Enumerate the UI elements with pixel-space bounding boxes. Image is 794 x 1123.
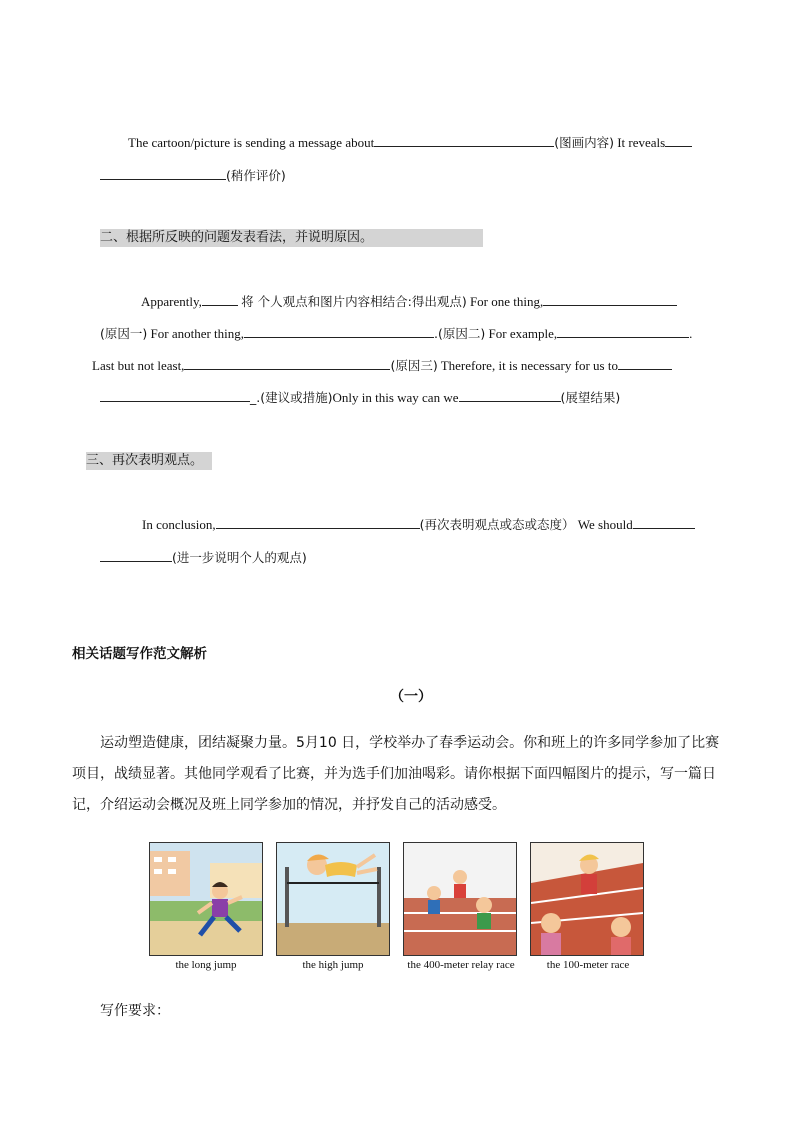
- intro-paragraph: [72, 728, 732, 821]
- sentence-text: We should: [577, 517, 633, 532]
- long-jump-illustration: [149, 842, 263, 956]
- sentence-text: The cartoon/picture is sending a message about: [128, 135, 375, 150]
- blank-field[interactable]: [557, 324, 689, 338]
- subtitle: （一）: [390, 689, 432, 705]
- blank-field[interactable]: [100, 166, 226, 180]
- template-line-3: [141, 292, 677, 311]
- blank-field[interactable]: [184, 356, 390, 370]
- blank-field[interactable]: [543, 292, 677, 306]
- hint-text: _.(建议或措施): [250, 390, 333, 405]
- hint-text: (再次表明观点或态或态度）: [419, 517, 575, 532]
- paragraph-line: 运动塑造健康，团结凝聚力量。5月10 日，学校举办了春季运动会。你和班上的许多同学参加了比赛: [100, 735, 720, 751]
- image-caption: the high jump: [302, 959, 364, 971]
- template-line-1: [128, 133, 692, 152]
- hint-text: (原因一): [100, 326, 148, 341]
- hint-text: .(原因二): [434, 326, 486, 341]
- paragraph-line: 记，介绍运动会概况及班上同学参加的情况，并抒发自己的活动感受。: [72, 797, 506, 813]
- hint-text: 将 个人观点和图片内容相结合:得出观点): [241, 294, 467, 309]
- blank-field[interactable]: [618, 356, 672, 370]
- blank-field[interactable]: [100, 548, 172, 562]
- template-line-4: (原因一) For another thing, .(原因二) For example, .: [100, 326, 693, 341]
- hint-text: (展望结果): [560, 390, 621, 405]
- section-heading: 三、再次表明观点。: [86, 452, 212, 470]
- blank-field[interactable]: [202, 292, 238, 306]
- blank-field[interactable]: [633, 515, 695, 529]
- hint-text: (稍作评价): [226, 168, 286, 183]
- sentence-text: In conclusion,: [142, 517, 216, 532]
- template-line-8: [100, 548, 307, 567]
- high-jump-illustration: [276, 842, 390, 956]
- blank-field[interactable]: [665, 133, 692, 147]
- template-line-6: [100, 388, 620, 407]
- blank-field[interactable]: [459, 388, 561, 402]
- template-line-5: [92, 356, 672, 375]
- sentence-text: Apparently,: [141, 294, 202, 309]
- hint-text: (图画内容): [554, 135, 614, 150]
- hint-text: (进一步说明个人的观点): [172, 550, 307, 565]
- section-heading: 二、根据所反映的问题发表看法，并说明原因。: [100, 229, 483, 247]
- sentence-text: For one thing,: [469, 294, 544, 309]
- sprint-race-illustration: [530, 842, 644, 956]
- blank-field[interactable]: [216, 515, 420, 529]
- blank-field[interactable]: [244, 324, 434, 338]
- writing-requirements-label: 写作要求：: [100, 1003, 170, 1019]
- relay-race-illustration: [403, 842, 517, 956]
- hint-text: (原因三): [390, 358, 438, 373]
- image-caption: the 100-meter race: [546, 959, 630, 971]
- sentence-text: Only in this way can we: [332, 390, 459, 405]
- blank-field[interactable]: [374, 133, 554, 147]
- sentence-text: Therefore, it is necessary for us to: [440, 358, 618, 373]
- sentence-text: It reveals: [617, 135, 666, 150]
- blank-field[interactable]: [100, 388, 250, 402]
- image-caption: the long jump: [175, 959, 237, 971]
- image-caption: the 400-meter relay race: [407, 959, 515, 971]
- template-line-7: [142, 515, 695, 534]
- sentence-text: For another thing,: [150, 326, 245, 341]
- sentence-text: For example,: [488, 326, 558, 341]
- template-line-2: [100, 166, 286, 185]
- sentence-text: Last but not least,: [92, 358, 185, 373]
- paragraph-line: 项目，战绩显著。其他同学观看了比赛，并为选手们加油喝彩。请你根据下面四幅图片的提示，写一篇日: [72, 766, 716, 782]
- section-title: 相关话题写作范文解析: [72, 646, 207, 662]
